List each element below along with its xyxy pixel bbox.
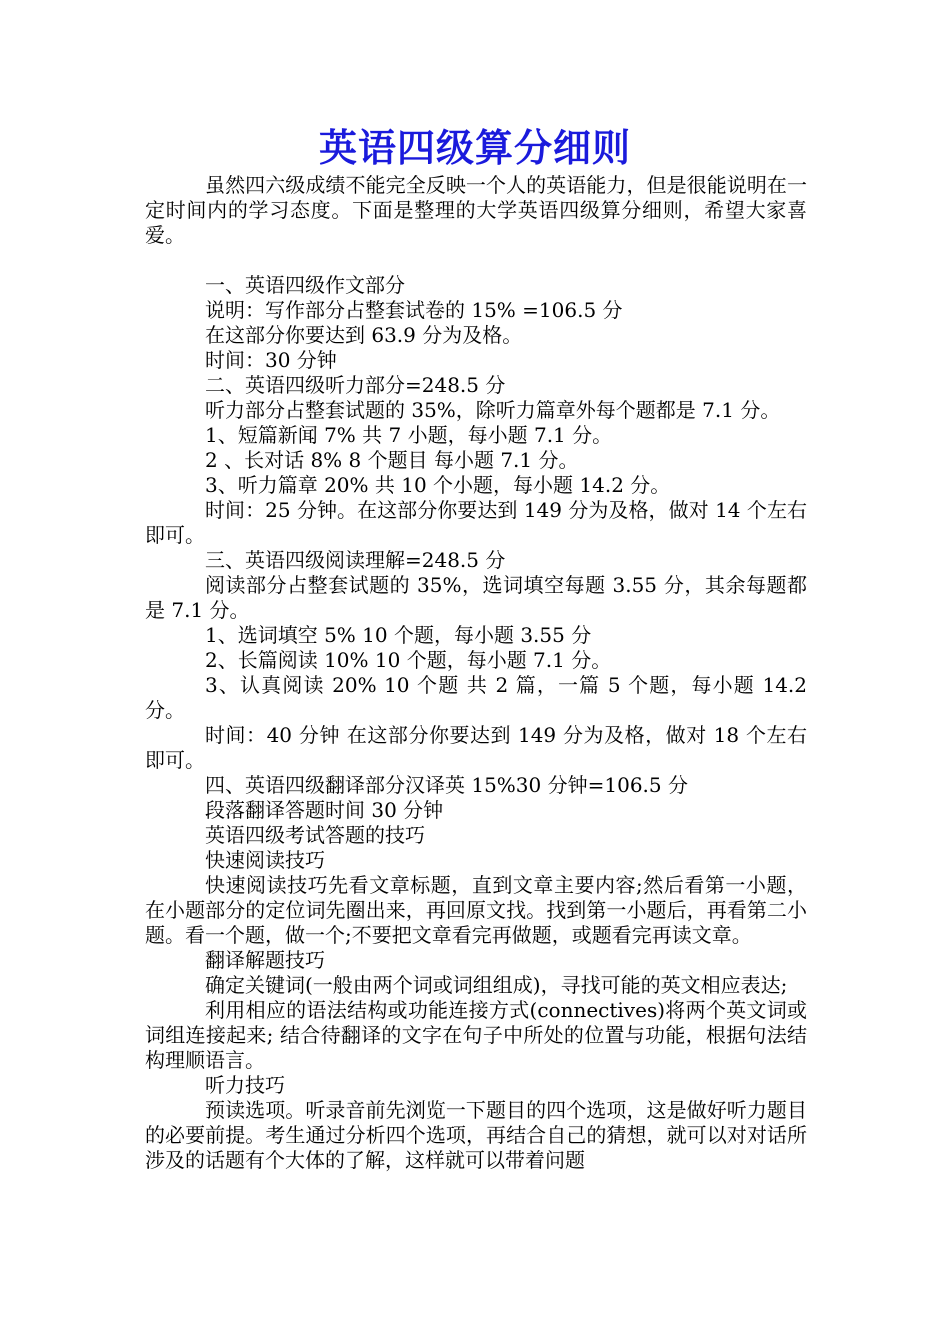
paragraph: 听力部分占整套试题的 35%，除听力篇章外每个题都是 7.1 分。 <box>205 398 781 422</box>
paragraph: 在这部分你要达到 63.9 分为及格。 <box>205 323 523 347</box>
page-title: 英语四级算分细则 <box>318 125 631 170</box>
paragraph: 阅读部分占整套试题的 35%，选词填空每题 3.55 分，其余每题都是 7.1 分。 <box>145 573 807 622</box>
paragraph: 预读选项。听录音前先浏览一下题目的四个选项，这是做好听力题目的必要前提。考生通过分析四个选项，再结合自己的猜想，就可以对对话所涉及的话题有个大体的了解，这样就可以带着问题 <box>145 1098 807 1172</box>
document-body <box>145 173 807 1173</box>
paragraph: 时间：30 分钟 <box>205 348 337 372</box>
paragraph: 快速阅读技巧先看文章标题，直到文章主要内容;然后看第一小题，在小题部分的定位词先圈出来，再回原文找。找到第一小题后，再看第二小题。看一个题，做一个;不要把文章看完再做题，或题看完再读文章。 <box>145 873 807 947</box>
paragraph: 快速阅读技巧 <box>205 848 325 872</box>
paragraph: 时间：25 分钟。在这部分你要达到 149 分为及格，做对 14 个左右即可。 <box>145 498 807 547</box>
paragraph: 3、认真阅读 20% 10 个题 共 2 篇，一篇 5 个题，每小题 14.2 分。 <box>145 673 807 722</box>
paragraph: 利用相应的语法结构或功能连接方式(connectives)将两个英文词或词组连接起来; 结合待翻译的文字在句子中所处的位置与功能，根据句法结构理顺语言。 <box>145 998 807 1072</box>
paragraph: 听力技巧 <box>205 1073 285 1097</box>
paragraph: 1、选词填空 5% 10 个题，每小题 3.55 分 <box>205 623 592 647</box>
paragraph: 一、英语四级作文部分 <box>205 273 405 297</box>
paragraph: 确定关键词(一般由两个词或词组组成)，寻找可能的英文相应表达; <box>205 973 788 997</box>
paragraph: 3、听力篇章 20% 共 10 个小题，每小题 14.2 分。 <box>205 473 671 497</box>
paragraph: 段落翻译答题时间 30 分钟 <box>205 798 444 822</box>
paragraph: 三、英语四级阅读理解=248.5 分 <box>205 548 506 572</box>
paragraph: 英语四级考试答题的技巧 <box>205 823 425 847</box>
paragraph-gap <box>145 248 807 273</box>
paragraph: 1、短篇新闻 7% 共 7 小题，每小题 7.1 分。 <box>205 423 613 447</box>
paragraph: 2、长篇阅读 10% 10 个题，每小题 7.1 分。 <box>205 648 612 672</box>
paragraph: 二、英语四级听力部分=248.5 分 <box>205 373 506 397</box>
paragraph: 四、英语四级翻译部分汉译英 15%30 分钟=106.5 分 <box>205 773 688 797</box>
paragraph: 时间：40 分钟 在这部分你要达到 149 分为及格，做对 18 个左右即可。 <box>145 723 807 772</box>
paragraph: 翻译解题技巧 <box>205 948 325 972</box>
intro-paragraph: 虽然四六级成绩不能完全反映一个人的英语能力，但是很能说明在一定时间内的学习态度。下面是整理的大学英语四级算分细则，希望大家喜爱。 <box>145 173 807 247</box>
paragraph: 2 、长对话 8% 8 个题目 每小题 7.1 分。 <box>205 448 579 472</box>
paragraph: 说明：写作部分占整套试卷的 15% =106.5 分 <box>205 298 623 322</box>
